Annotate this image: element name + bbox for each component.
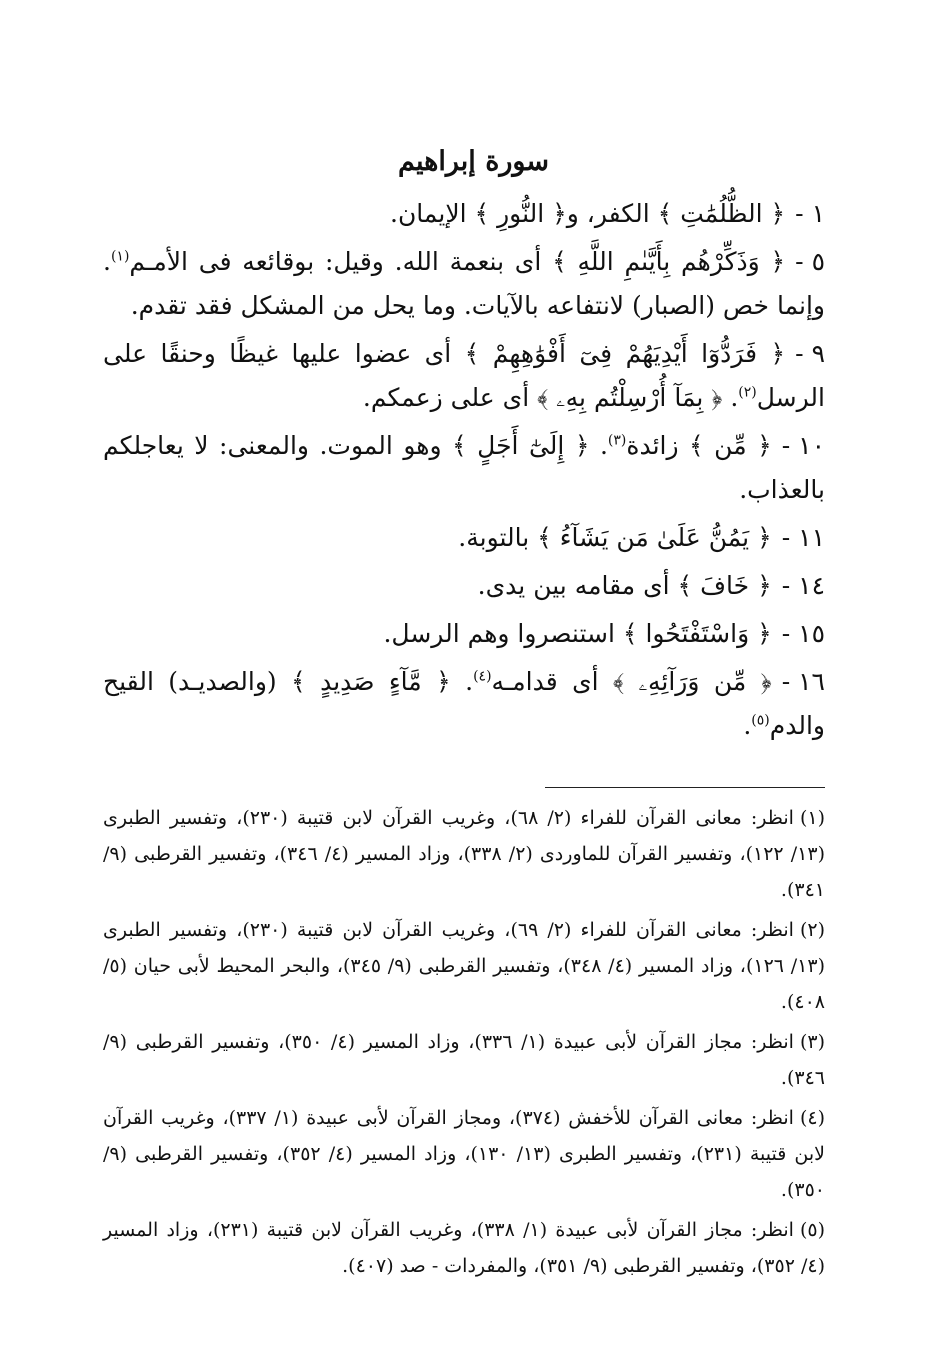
entry-5 xyxy=(103,240,825,328)
entry-number: ١٦ - xyxy=(781,667,825,696)
footnote-text: انظر: معانى القرآن للفراء (٢/ ٦٩)، وغريب القرآن لابن قتيبة (٢٣٠)، وتفسير الطبرى (١٣/ ١٢٦)، وزاد المسير (٤/ ٣٤٨)، وتفسير القرطبى (٩/ ٣٤٥)، والبحر المحيط لأبى حيان (٥/ ٤٠٨). xyxy=(103,919,825,1013)
footnote-number: (٣) xyxy=(799,1031,826,1053)
footnote-ref: (٥) xyxy=(751,712,770,729)
entry-text-tail: . ﴿ بِمَآ أُرْسِلْتُم بِهِۦ ﴾ أى على زعمكم. xyxy=(362,383,739,412)
footnote-4 xyxy=(103,1100,825,1208)
page-title: سورة إبراهيم xyxy=(398,146,549,177)
entry-text-tail: . ﴿ إِلَىٰٓ أَجَلٍ ﴾ وهو الموت. والمعنى: لا يعاجلكم بالعذاب. xyxy=(103,431,825,504)
entry-number: ١٠ - xyxy=(781,431,825,460)
footnote-ref: (٢) xyxy=(738,384,757,401)
footnote-ref: (٣) xyxy=(607,432,627,449)
footnote-ref: (١) xyxy=(110,248,130,265)
entry-1 xyxy=(103,192,825,236)
entry-number: ١١ - xyxy=(781,523,825,552)
entry-text: ﴿ خَافَ ﴾ أى مقامه بين يدى. xyxy=(477,571,772,600)
entry-text: ﴿ وَاسْتَفْتَحُوا ﴾ استنصروا وهم الرسل. xyxy=(383,619,772,648)
entry-16 xyxy=(103,660,825,748)
entry-number: ١٥ - xyxy=(781,619,825,648)
footnote-text: انظر: معانى القرآن للفراء (٢/ ٦٨)، وغريب القرآن لابن قتيبة (٢٣٠)، وتفسير الطبرى (١٣/ ١٢٢)، وتفسير القرآن للماوردى (٢/ ٣٣٨)، وزاد المسير (٤/ ٣٤٦)، وتفسير القرطبى (٩/ ٣٤١). xyxy=(103,807,826,901)
entry-text: ﴿ مِّن ﴾ زائدة xyxy=(626,431,772,460)
entry-text: ﴿ يَمُنُّ عَلَىٰ مَن يَشَآءُ ﴾ بالتوبة. xyxy=(458,523,772,552)
footnote-text: انظر: معانى القرآن للأخفش (٣٧٤)، ومجاز القرآن لأبى عبيدة (١/ ٣٣٧)، وغريب القرآن لابن قتيبة (٢٣١)، وتفسير الطبرى (١٣/ ١٣٠)، وزاد المسير (٤/ ٣٥٢)، وتفسير القرطبى (٩/ ٣٥٠). xyxy=(103,1107,825,1201)
entry-number: ١٤ - xyxy=(781,571,825,600)
entry-9 xyxy=(103,332,825,420)
footnote-number: (٤) xyxy=(799,1107,826,1129)
footnote-number: (٢) xyxy=(799,919,825,941)
entry-11 xyxy=(103,516,825,560)
footnote-1 xyxy=(103,800,825,908)
entry-text-tail: . وإنما خص (الصبار) لانتفاعه بالآيات. وما يحل من المشكل فقد تقدم. xyxy=(103,247,825,320)
entry-text-tail: . ﴿ مَّآءٍ صَدِيدٍ ﴾ (والصديـد) القيح والدم xyxy=(103,667,825,740)
glossary-entries xyxy=(103,192,825,748)
entry-number: ٩ - xyxy=(795,339,825,368)
entry-number: ١ - xyxy=(795,199,825,228)
footnote-number: (١) xyxy=(799,807,825,829)
footnote-2 xyxy=(103,912,825,1020)
entry-text: ﴿ مِّن وَرَآئِهِۦ ﴾ أى قدامـه xyxy=(491,667,772,696)
entry-10 xyxy=(103,424,825,512)
footnotes xyxy=(103,800,825,1288)
footnote-5 xyxy=(103,1212,825,1284)
entry-15 xyxy=(103,612,825,656)
entry-text-end: . xyxy=(743,711,752,740)
entry-number: ٥ - xyxy=(795,247,825,276)
entry-text: ﴿ وَذَكِّرْهُم بِأَيَّىٰمِ اللَّهِ ﴾ أى بنعمة الله. وقيل: بوقائعه فى الأمـم xyxy=(129,247,786,276)
footnote-3 xyxy=(103,1024,825,1096)
entry-14 xyxy=(103,564,825,608)
footnote-text: انظر: مجاز القرآن لأبى عبيدة (١/ ٣٣٦)، وزاد المسير (٤/ ٣٥٠)، وتفسير القرطبى (٩/ ٣٤٦). xyxy=(103,1031,825,1089)
entry-text: ﴿ فَرَدُّوٓا أَيْدِيَهُمْ فِىٓ أَفْوَٰهِهِمْ ﴾ أى عضوا عليها غيظًا وحنقًا على الرسل xyxy=(103,339,825,412)
footnote-number: (٥) xyxy=(799,1219,825,1241)
footnote-ref: (٤) xyxy=(473,668,492,685)
footnote-text: انظر: مجاز القرآن لأبى عبيدة (١/ ٣٣٨)، وغريب القرآن لابن قتيبة (٢٣١)، وزاد المسير (٤/ ٣٥٢)، وتفسير القرطبى (٩/ ٣٥١)، والمفردات - صد (٤٠٧). xyxy=(103,1219,825,1277)
entry-text: ﴿ الظُّلُمَٰتِ ﴾ الكفر، و﴿ النُّورِ ﴾ الإيمان. xyxy=(390,199,786,228)
footnote-separator xyxy=(545,787,825,788)
